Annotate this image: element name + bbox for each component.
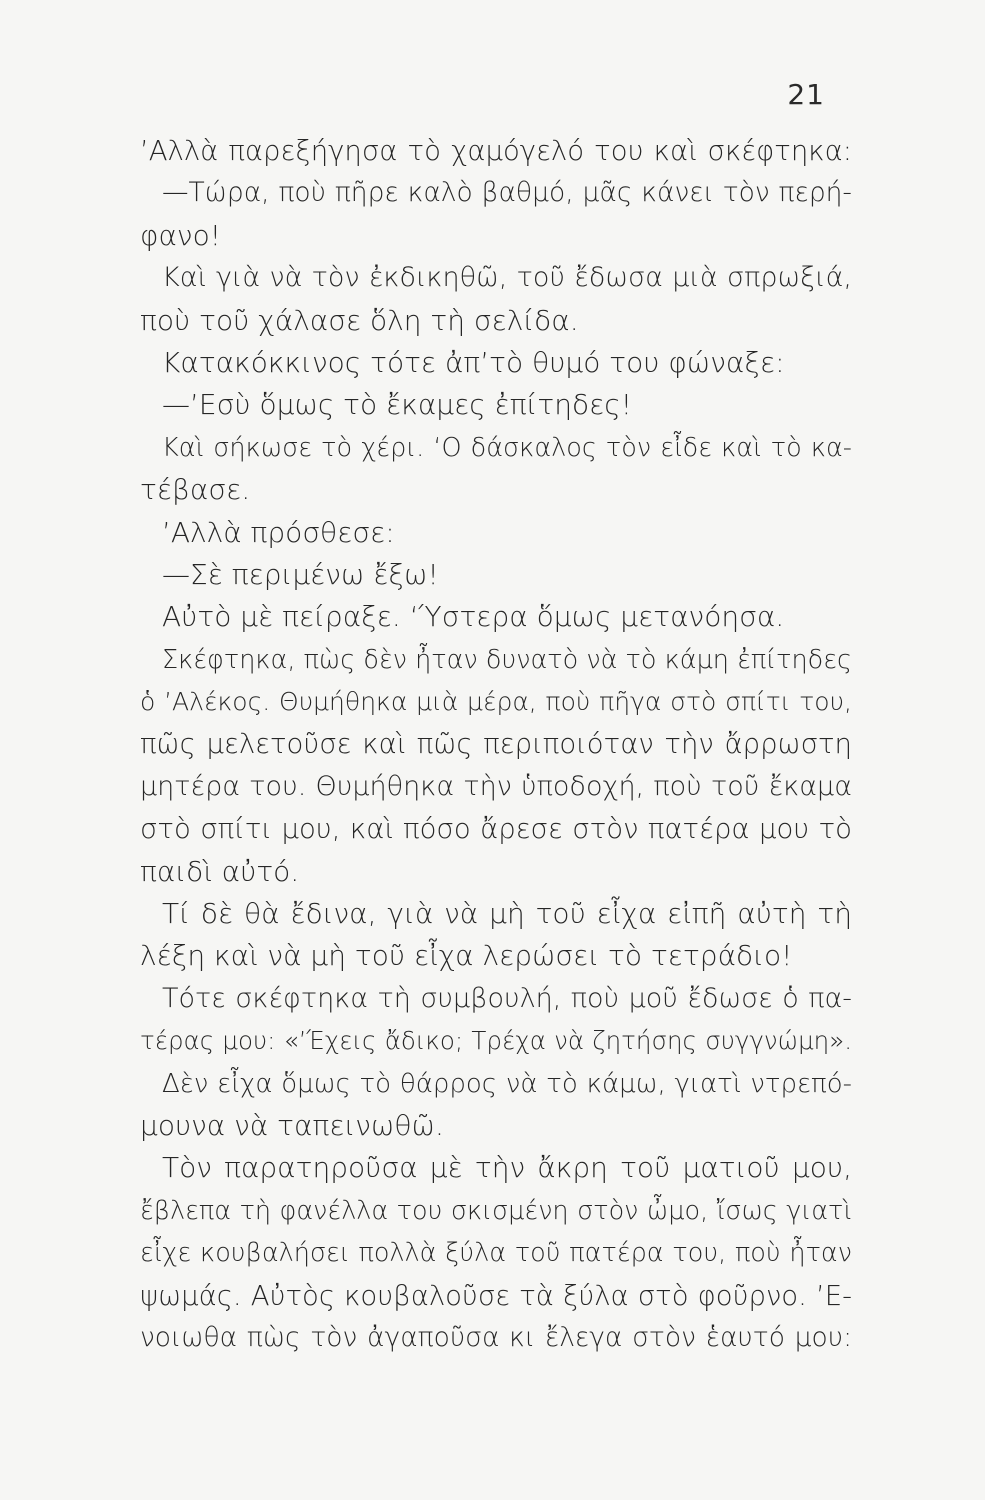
text-line: τέρας μου: «’Έχεις ἄδικο; Τρέχα νὰ ζητήσης συγγνώμη». — [140, 1026, 852, 1056]
text-line: Τὸν παρατηροῦσα μὲ τὴν ἄκρη τοῦ ματιοῦ μου, — [162, 1151, 852, 1185]
text-line: Τότε σκέφτηκα τὴ συμβουλή, ποὺ μοῦ ἔδωσε ὁ πα- — [162, 982, 852, 1014]
text-line: στὸ σπίτι μου, καὶ πόσο ἄρεσε στὸν πατέρα μου τὸ — [140, 813, 852, 846]
text-line: μητέρα του. Θυμήθηκα τὴν ὑποδοχή, ποὺ τοῦ ἔκαμα — [140, 770, 852, 802]
text-line: Καὶ γιὰ νὰ τὸν ἐκδικηθῶ, τοῦ ἔδωσα μιὰ σπρωξιά, — [162, 262, 852, 294]
text-line: —Τώρα, ποὺ πῆρε καλὸ βαθμό, μᾶς κάνει τὸν περή- — [162, 177, 852, 209]
text-line: ’Αλλὰ πρόσθεσε: — [162, 515, 395, 549]
text-line: Σκέφτηκα, πὼς δὲν ἦταν δυνατὸ νὰ τὸ κάμη ἐπίτηδες — [162, 644, 852, 675]
text-line: ’Αλλὰ παρεξήγησα τὸ χαμόγελό του καὶ σκέφτηκα: — [140, 135, 852, 167]
text-line: λέξη καὶ νὰ μὴ τοῦ εἶχα λερώσει τὸ τετράδιο! — [140, 939, 793, 973]
page-number: 21 — [787, 78, 825, 111]
text-line: —Σὲ περιμένω ἔξω! — [162, 557, 439, 591]
text-line: ψωμάς. Αὐτὸς κουβαλοῦσε τὰ ξύλα στὸ φοῦρνο. ’Ε- — [140, 1279, 852, 1312]
text-line: εἶχε κουβαλήσει πολλὰ ξύλα τοῦ πατέρα του, ποὺ ἦταν — [140, 1238, 852, 1269]
text-line: νοιωθα πὼς τὸν ἀγαποῦσα κι ἔλεγα στὸν ἑαυτό μου: — [140, 1321, 852, 1353]
text-line: Καὶ σήκωσε τὸ χέρι. ‘Ο δάσκαλος τὸν εἶδε καὶ τὸ κα- — [162, 432, 852, 463]
text-line: Κατακόκκινος τότε ἀπ’τὸ θυμό του φώναξε: — [162, 345, 785, 379]
text-line: ὁ ’Αλέκος. Θυμήθηκα μιὰ μέρα, ποὺ πῆγα στὸ σπίτι του, — [140, 687, 852, 717]
text-line: μουνα νὰ ταπεινωθῶ. — [140, 1108, 444, 1142]
text-line: Τί δὲ θὰ ἔδινα, γιὰ νὰ μὴ τοῦ εἶχα εἰπῆ αὐτὴ τὴ — [162, 897, 852, 931]
text-line: τέβασε. — [140, 473, 251, 507]
text-line: παιδὶ αὐτό. — [140, 854, 300, 888]
text-line: πῶς μελετοῦσε καὶ πῶς περιποιόταν τὴν ἄρρωστη — [140, 728, 852, 761]
text-line: Δὲν εἶχα ὅμως τὸ θάρρος νὰ τὸ κάμω, γιατὶ ντρεπό- — [162, 1068, 852, 1099]
text-line: Αὐτὸ μὲ πείραξε. ‘Ύστερα ὅμως μετανόησα. — [162, 600, 785, 634]
text-line: ποὺ τοῦ χάλασε ὅλη τὴ σελίδα. — [140, 303, 579, 337]
text-line: ἔβλεπα τὴ φανέλλα του σκισμένη στὸν ὦμο, ἴσως γιατὶ — [140, 1195, 852, 1226]
text-line: φανο! — [140, 218, 221, 252]
text-line: —’Εσὺ ὅμως τὸ ἔκαμες ἐπίτηδες! — [162, 388, 632, 422]
body-text — [140, 130, 852, 1359]
